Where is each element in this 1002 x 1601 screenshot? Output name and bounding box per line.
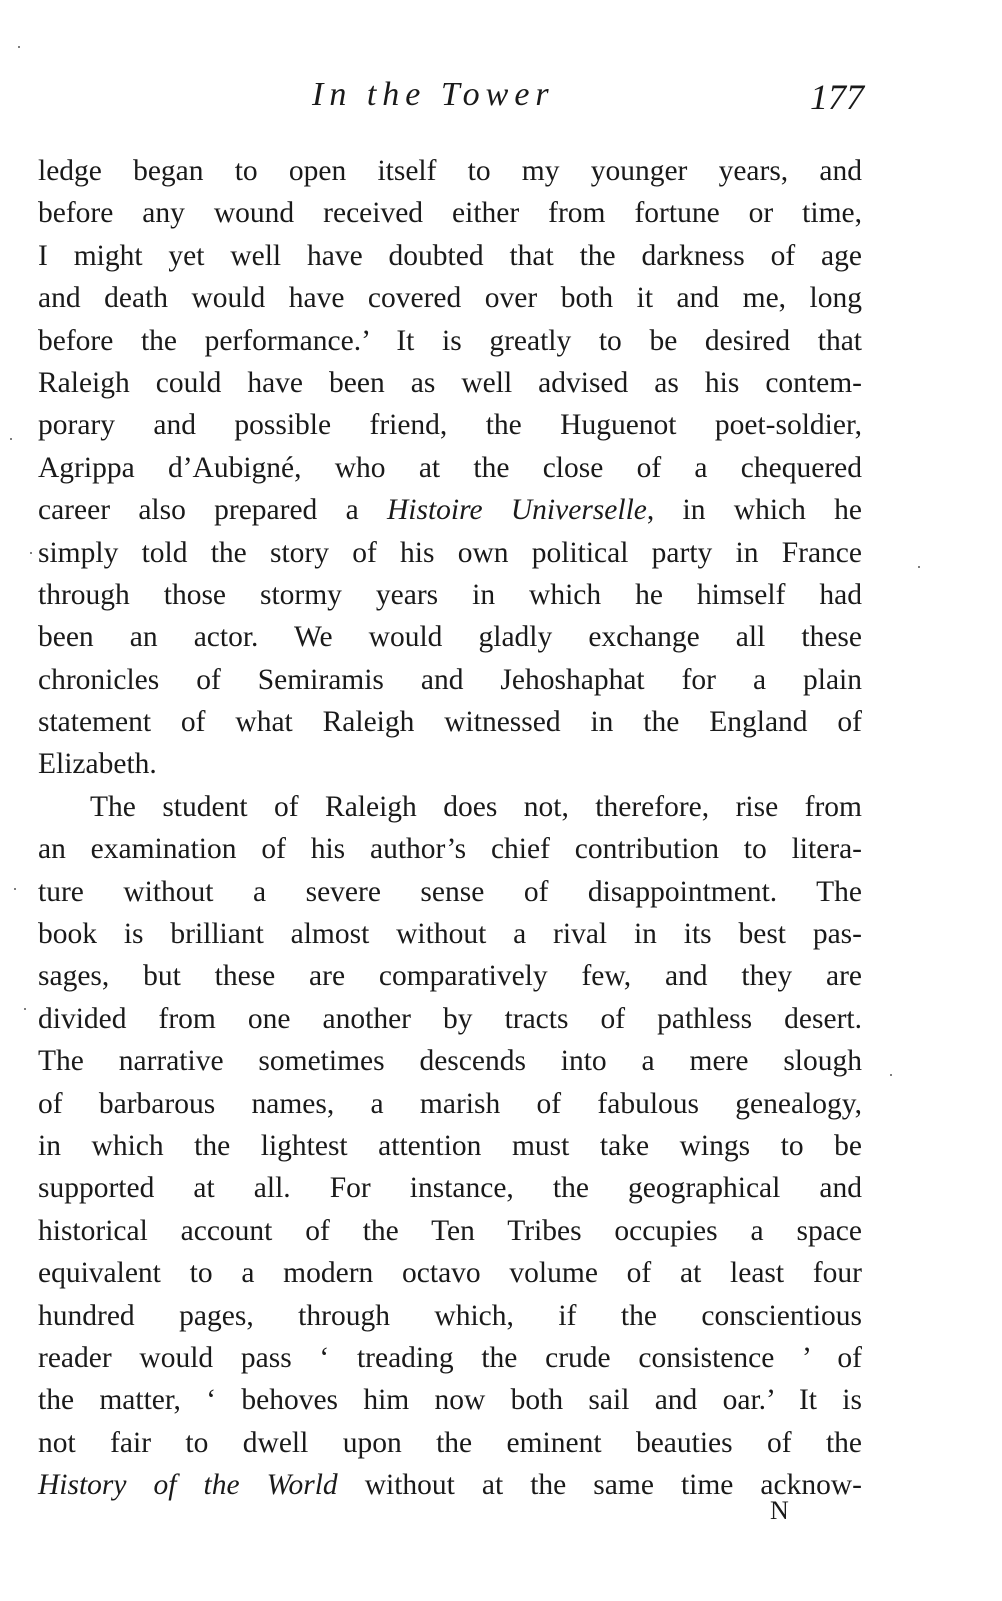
text-block bbox=[38, 150, 862, 1507]
scan-speck bbox=[890, 1074, 892, 1076]
page-number: 177 bbox=[810, 77, 864, 117]
text-line: hundred pages, through which, if the conscientious bbox=[38, 1299, 862, 1332]
text-run: without at the same time acknow- bbox=[337, 1469, 862, 1502]
text-line: supported at all. For instance, the geographical and bbox=[38, 1172, 862, 1205]
text-run: career also prepared a bbox=[38, 494, 387, 527]
text-line: ledge began to open itself to my younger years, and bbox=[38, 155, 862, 187]
text-line: and death would have covered over both it and me, long bbox=[38, 282, 862, 315]
text-line: through those stormy years in which he himself had bbox=[38, 578, 862, 611]
text-run: , in which he bbox=[646, 494, 862, 527]
scan-speck bbox=[18, 46, 20, 48]
running-head bbox=[0, 72, 1002, 122]
text-line: ture without a severe sense of disappointment. The bbox=[38, 875, 862, 908]
text-line: The student of Raleigh does not, therefore, rise from bbox=[90, 790, 862, 823]
text-line: I might yet well have doubted that the darkness of age bbox=[38, 239, 862, 272]
scan-speck bbox=[14, 888, 16, 890]
text-line: an examination of his author’s chief contribution to litera- bbox=[38, 833, 862, 866]
text-line: before the performance.’ It is greatly to be desired that bbox=[38, 324, 862, 357]
scan-speck bbox=[30, 552, 32, 554]
text-line: the matter, ‘ behoves him now both sail and oar.’ It is bbox=[38, 1384, 862, 1417]
text-line: chronicles of Semiramis and Jehoshaphat for a plain bbox=[38, 663, 862, 696]
text-line: statement of what Raleigh witnessed in the England of bbox=[38, 706, 862, 739]
text-line: in which the lightest attention must take wings to be bbox=[38, 1129, 862, 1162]
text-line: not fair to dwell upon the eminent beauties of the bbox=[38, 1426, 862, 1459]
text-line: porary and possible friend, the Huguenot poet-soldier, bbox=[38, 409, 862, 442]
text-line: before any wound received either from fortune or time, bbox=[38, 197, 862, 230]
text-line: Raleigh could have been as well advised as his contem- bbox=[38, 366, 862, 399]
text-line bbox=[38, 1464, 862, 1506]
paragraph-1 bbox=[38, 150, 862, 786]
text-line: historical account of the Ten Tribes occupies a space bbox=[38, 1214, 862, 1247]
text-line: The narrative sometimes descends into a mere slough bbox=[38, 1045, 862, 1078]
scan-speck bbox=[10, 438, 12, 440]
text-line: of barbarous names, a marish of fabulous genealogy, bbox=[38, 1087, 862, 1120]
text-line: been an actor. We would gladly exchange all these bbox=[38, 621, 862, 654]
text-line: simply told the story of his own political party in France bbox=[38, 536, 862, 569]
running-title: In the Tower bbox=[312, 76, 555, 113]
scan-speck bbox=[24, 1008, 26, 1010]
text-line: sages, but these are comparatively few, and they are bbox=[38, 960, 862, 993]
text-line: equivalent to a modern octavo volume of at least four bbox=[38, 1257, 862, 1290]
text-line: divided from one another by tracts of pathless desert. bbox=[38, 1002, 862, 1035]
signature-mark: N bbox=[770, 1496, 789, 1525]
text-line: reader would pass ‘ treading the crude consistence ’ of bbox=[38, 1341, 862, 1374]
text-line: Agrippa d’Aubigné, who at the close of a chequered bbox=[38, 451, 862, 484]
text-line bbox=[38, 489, 862, 531]
italic-title: Histoire Universelle bbox=[386, 494, 647, 527]
scan-speck bbox=[918, 566, 920, 568]
paragraph-2 bbox=[38, 786, 862, 1507]
text-line: Elizabeth. bbox=[38, 748, 157, 781]
text-line: book is brilliant almost without a rival in its best pas- bbox=[38, 918, 862, 951]
italic-title: History of the World bbox=[38, 1469, 338, 1502]
